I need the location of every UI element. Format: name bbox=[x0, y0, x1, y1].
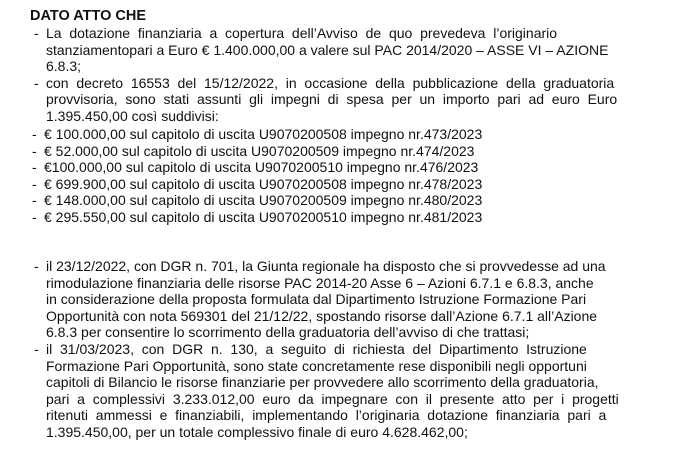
line: il 31/03/2023, con DGR n. 130, a seguito di richiesta del Dipartimento Istruzione bbox=[46, 340, 587, 357]
line: Formazione Pari Opportunità, sono state concretamente rese disponibili negli opportuni bbox=[46, 357, 587, 374]
dash-bullet: - bbox=[32, 192, 37, 209]
list-item bbox=[32, 176, 660, 193]
line: capitoli di Bilancio le risorse finanziarie per provvedere allo scorrimento della graduatoria, bbox=[46, 374, 599, 391]
line: in considerazione della proposta formulata dal Dipartimento Istruzione Formazione Pari bbox=[46, 291, 587, 308]
paragraph-dgr-130 bbox=[34, 341, 662, 441]
dash-bullet: - bbox=[34, 25, 39, 41]
line: stanziamentopari a Euro € 1.400.000,00 a valere sul PAC 2014/2020 – ASSE VI – AZIONE bbox=[46, 41, 609, 58]
line: ritenuti ammessi e finanziabili, implementando l’originaria dotazione finanziaria pari a bbox=[46, 407, 607, 424]
list-item bbox=[32, 126, 660, 143]
line: provvisoria, sono stati assunti gli impegni di spesa per un importo pari ad euro Euro bbox=[46, 91, 618, 108]
dash-bullet: - bbox=[32, 159, 37, 176]
line: rimodulazione finanziaria delle risorse PAC 2014-20 Asse 6 – Azioni 6.7.1 e 6.8.3, anche bbox=[46, 274, 594, 291]
amount-text: € 699.900,00 sul capitolo di uscita U9070200508 impegno nr.478/2023 bbox=[44, 175, 483, 192]
line: 1.395.450,00 così suddivisi: bbox=[46, 107, 219, 124]
list-item bbox=[32, 192, 660, 209]
amount-text: € 52.000,00 sul capitolo di uscita U9070200509 impegno nr.474/2023 bbox=[44, 142, 475, 159]
paragraph-decreto bbox=[34, 75, 662, 125]
dash-bullet: - bbox=[32, 175, 37, 192]
amount-text: € 100.000,00 sul capitolo di uscita U9070200508 impegno nr.473/2023 bbox=[44, 126, 483, 142]
amount-text: € 148.000,00 sul capitolo di uscita U9070200509 impegno nr.480/2023 bbox=[44, 192, 483, 209]
list-item bbox=[32, 159, 660, 176]
line: 6.8.3; bbox=[46, 58, 82, 75]
list-item bbox=[32, 143, 660, 160]
intro-section bbox=[34, 25, 662, 125]
line: il 23/12/2022, con DGR n. 701, la Giunta regionale ha disposto che si provvedesse ad una bbox=[46, 258, 606, 274]
later-section bbox=[34, 258, 662, 441]
paragraph-dotazione bbox=[34, 25, 662, 75]
dash-bullet: - bbox=[32, 126, 37, 142]
dash-bullet: - bbox=[32, 208, 37, 225]
dash-bullet: - bbox=[34, 258, 39, 274]
section-heading: DATO ATTO CHE bbox=[30, 8, 146, 24]
amount-text: €100.000,00 sul capitolo di uscita U9070200510 impegno nr.476/2023 bbox=[44, 159, 479, 176]
line: pari a complessivi 3.233.012,00 euro da impegnare con il presente atto per i progetti bbox=[46, 390, 619, 407]
amounts-list bbox=[32, 126, 660, 226]
dash-bullet: - bbox=[34, 74, 39, 91]
line: 1.395.450,00, per un totale complessivo finale di euro 4.628.462,00; bbox=[46, 423, 468, 440]
list-item bbox=[32, 209, 660, 226]
paragraph-dgr-701 bbox=[34, 258, 662, 341]
dash-bullet: - bbox=[32, 142, 37, 159]
dash-bullet: - bbox=[34, 340, 39, 357]
line: Opportunità con nota 569301 del 21/12/22, spostando risorse dall’Azione 6.7.1 all’Azione bbox=[46, 307, 598, 324]
amount-text: € 295.550,00 sul capitolo di uscita U9070200510 impegno nr.481/2023 bbox=[44, 208, 483, 225]
line: 6.8.3 per consentire lo scorrimento della graduatoria dell’avviso di che trattasi; bbox=[46, 324, 530, 341]
line: con decreto 16553 del 15/12/2022, in occasione della pubblicazione della graduatoria bbox=[46, 74, 615, 91]
line: La dotazione finanziaria a copertura dell’Avviso de quo prevedeva l’originario bbox=[46, 25, 558, 41]
